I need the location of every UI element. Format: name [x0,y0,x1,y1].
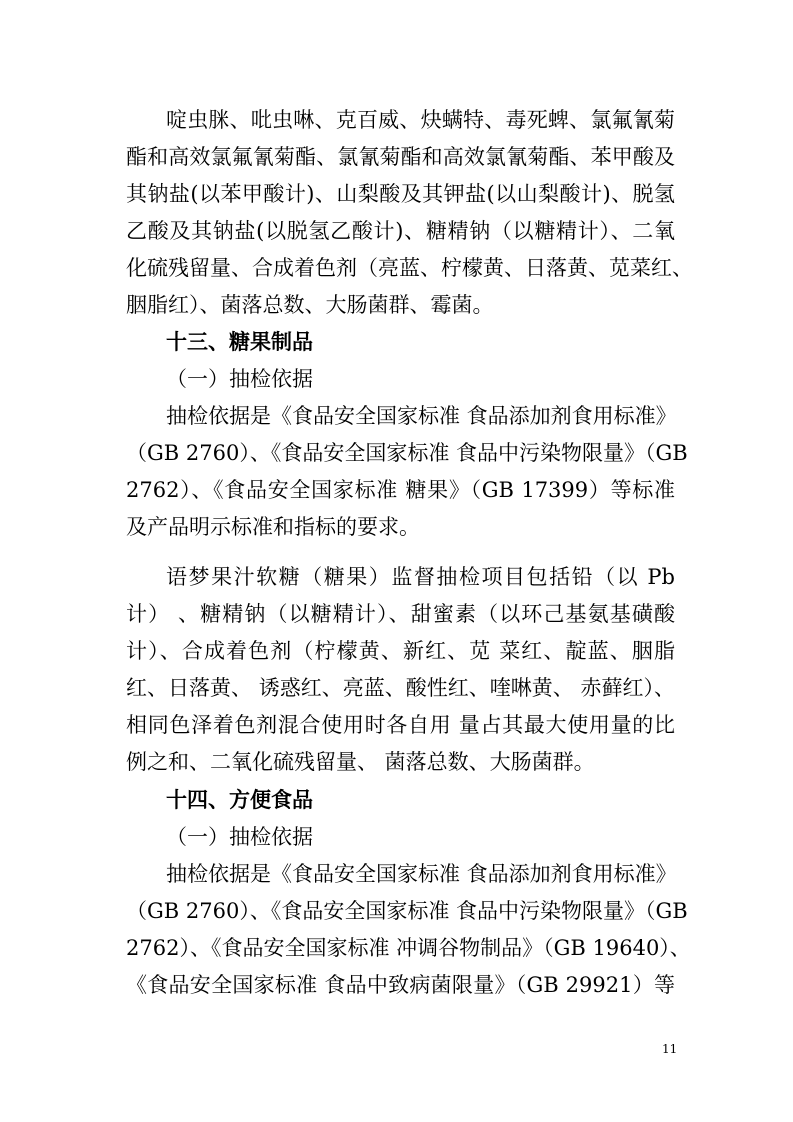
body-text-line: 语梦果汁软糖（糖果）监督抽检项目包括铅（以 Pb [166,565,675,589]
body-text-line: 计）、合成着色剂（柠檬黄、新红、苋 菜红、靛蓝、胭脂 [126,639,675,663]
body-text-line: 胭脂红）、菌落总数、大肠菌群、霉菌。 [126,293,494,317]
body-text-line: 抽检依据是《食品安全国家标准 食品添加剂食用标准》 [166,862,677,886]
section-heading: 十三、糖果制品 [166,330,313,354]
body-text-line: 《食品安全国家标准 食品中致病菌限量》（GB 29921）等 [126,973,675,997]
body-text-line: （GB 2760）、《食品安全国家标准 食品中污染物限量》（GB [126,441,688,465]
body-text-line: 乙酸及其钠盐(以脱氢乙酸计)、糖精钠（以糖精计）、二氧 [126,219,675,243]
body-text-line: 化硫残留量、合成着色剂（亮蓝、柠檬黄、日落黄、苋菜红、 [126,256,693,280]
body-text-line: 及产品明示标准和指标的要求。 [126,515,420,539]
body-text-line: 啶虫脒、吡虫啉、克百威、炔螨特、毒死蜱、氯氟氰菊 [166,108,675,132]
body-text-line: 2762）、《食品安全国家标准 冲调谷物制品》（GB 19640）、 [126,936,691,960]
subsection-heading: （一）抽检依据 [166,825,313,849]
body-text-line: （GB 2760）、《食品安全国家标准 食品中污染物限量》（GB [126,899,688,923]
body-text-line: 抽检依据是《食品安全国家标准 食品添加剂食用标准》 [166,404,677,428]
page-number: 11 [662,1042,678,1056]
section-heading: 十四、方便食品 [166,788,313,812]
body-text-line: 计） 、糖精钠（以糖精计）、甜蜜素（以环己基氨基磺酸 [126,602,675,626]
subsection-heading: （一）抽检依据 [166,367,313,391]
body-text-line: 相同色泽着色剂混合使用时各自用 量占其最大使用量的比 [126,713,675,737]
body-text-line: 红、日落黄、 诱惑红、亮蓝、酸性红、喹啉黄、 赤藓红）、 [126,676,675,700]
body-text-line: 例之和、二氧化硫残留量、 菌落总数、大肠菌群。 [126,750,595,774]
body-text-line: 酯和高效氯氟氰菊酯、氯氰菊酯和高效氯氰菊酯、苯甲酸及 [126,145,675,169]
body-text-line: 2762）、《食品安全国家标准 糖果》（GB 17399）等标准 [126,478,675,502]
body-text-line: 其钠盐(以苯甲酸计)、山梨酸及其钾盐(以山梨酸计)、脱氢 [126,182,675,206]
